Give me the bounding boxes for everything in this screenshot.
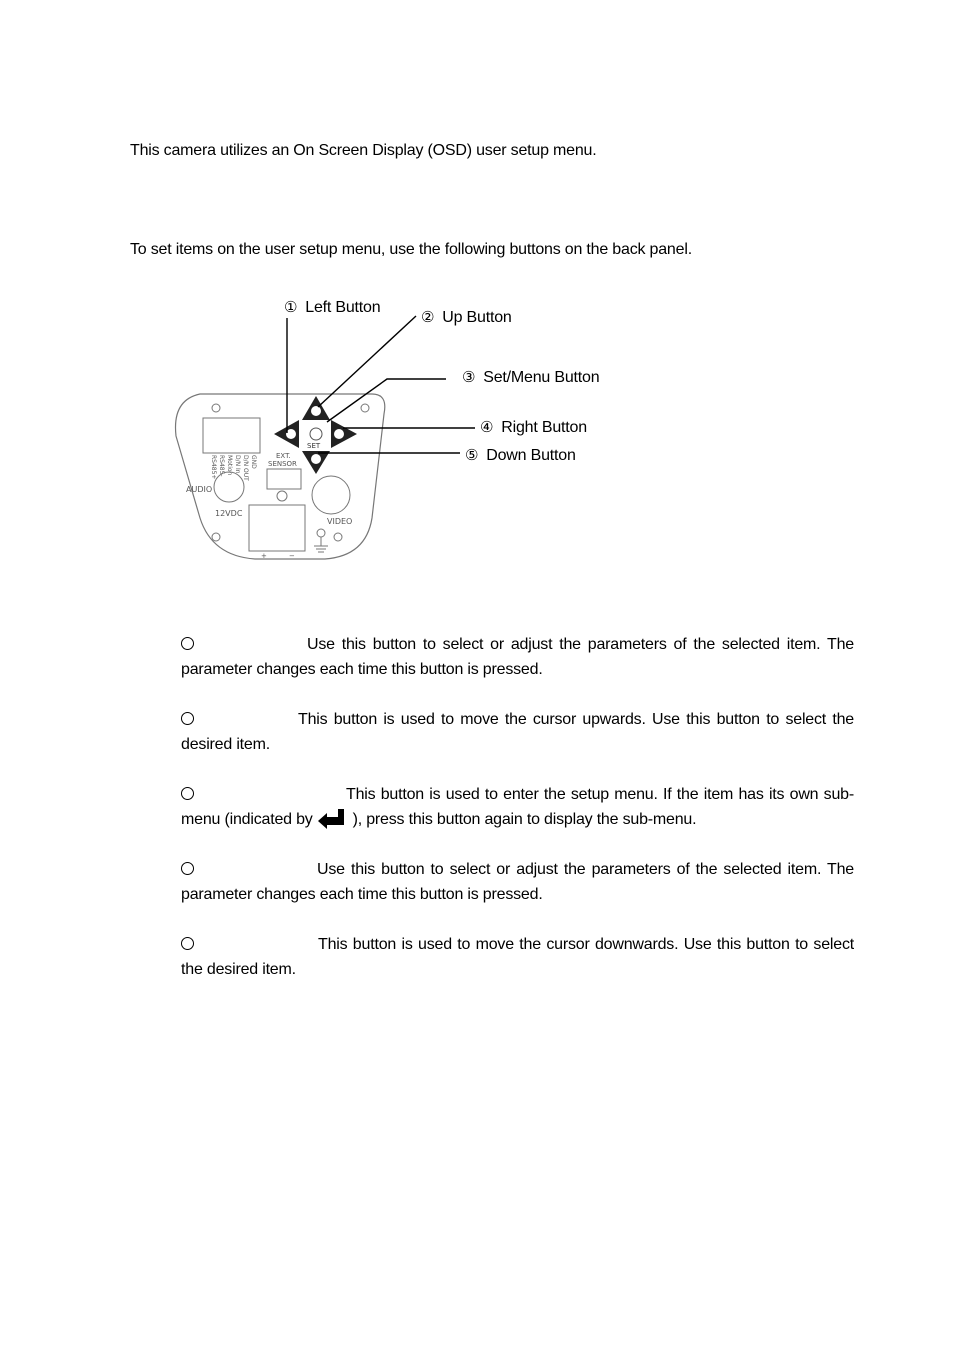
intro-text: This camera utilizes an On Screen Display (OSD) user setup menu. [130, 142, 597, 159]
audio-label: AUDIO [186, 485, 213, 494]
desc-down-button: This button is used to move the cursor downwards. Use this button to select the desired item. [181, 936, 854, 978]
callout-up-button: ② Up Button [421, 308, 512, 326]
bullet-icon [181, 862, 194, 875]
video-connector [312, 476, 350, 514]
instruction-text: To set items on the user setup menu, use the following buttons on the back panel. [130, 241, 692, 258]
ext-label: EXT. [276, 452, 291, 460]
screw-hole [361, 404, 369, 412]
callout-right-button: ④ Right Button [480, 418, 587, 436]
screw-hole [212, 404, 220, 412]
ext-sensor-port [267, 469, 301, 489]
power-terminal [249, 505, 305, 551]
callout-down-button: ⑤ Down Button [465, 446, 576, 464]
terminal-label: GND [250, 455, 257, 469]
back-panel-diagram [0, 0, 954, 600]
bullet-icon [181, 937, 194, 950]
set-button [310, 428, 322, 440]
minus-label: − [289, 552, 295, 560]
terminal-label: RS485+ [210, 455, 217, 480]
ground-icon [314, 529, 328, 552]
video-label: VIDEO [327, 517, 353, 526]
desc-left-button: Use this button to select or adjust the parameters of the selected item. The parameter changes each time this button is pressed. [181, 636, 854, 678]
audio-jack [214, 472, 244, 502]
desc-right-button: Use this button to select or adjust the parameters of the selected item. The parameter changes each time this button is pressed. [181, 861, 854, 903]
set-label: SET [307, 442, 321, 450]
screw-hole [212, 533, 220, 541]
callout-set-button: ③ Set/Menu Button [462, 368, 600, 386]
enter-icon [317, 807, 347, 829]
terminal-label: Motion [226, 455, 233, 476]
terminal-label: D/N In [234, 455, 241, 474]
screw-hole [334, 533, 342, 541]
desc-up-button: This button is used to move the cursor upwards. Use this button to select the desired item. [181, 711, 854, 753]
led [277, 491, 287, 501]
sensor-label: SENSOR [268, 460, 297, 468]
panel-outline [176, 394, 385, 559]
terminal-block [203, 418, 260, 453]
bullet-icon [181, 712, 194, 725]
bullet-icon [181, 787, 194, 800]
terminal-label: D/N OUT [242, 455, 249, 481]
power-label: 12VDC [215, 509, 243, 518]
desc-set-button: This button is used to enter the setup menu. If the item has its own sub- menu (indicated by ), press this button again to display the sub-menu. [181, 786, 854, 828]
plus-label: + [261, 552, 267, 560]
bullet-icon [181, 637, 194, 650]
callout-left-button: ① Left Button [284, 298, 381, 316]
terminal-label: RS485- [218, 455, 225, 477]
